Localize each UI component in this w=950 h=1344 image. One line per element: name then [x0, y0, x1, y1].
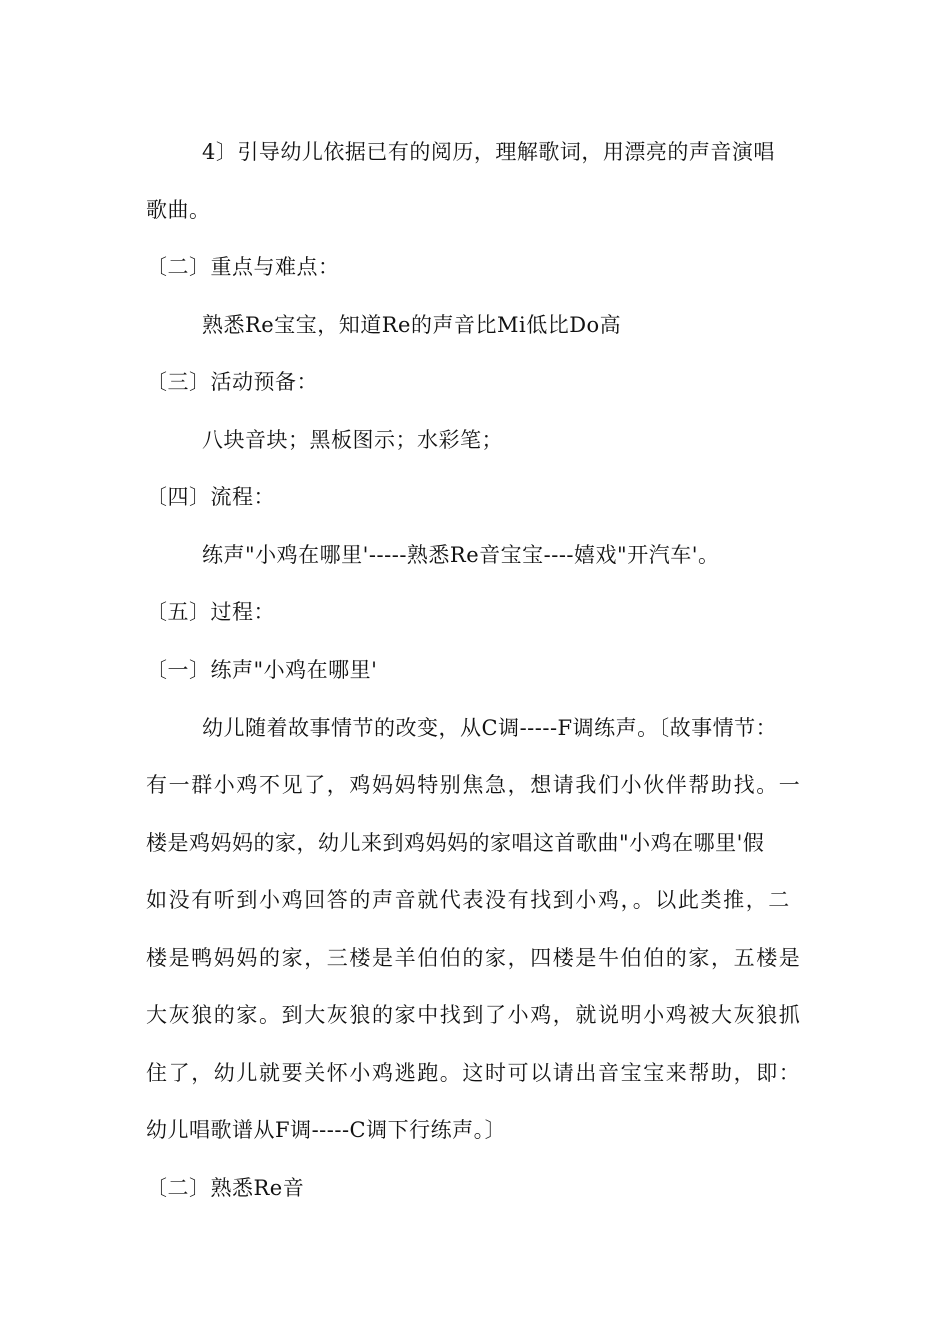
paragraph-story-line-2: 有一群小鸡不见了，鸡妈妈特别焦急，想请我们小伙伴帮助找。一 — [146, 773, 802, 797]
paragraph-flow: 练声"小鸡在哪里'-----熟悉Re音宝宝----嬉戏"开汽车'。 — [202, 543, 720, 567]
paragraph-story-line-6: 大灰狼的家。到大灰狼的家中找到了小鸡，就说明小鸡被大灰狼抓 — [146, 1003, 802, 1027]
subsection-heading-vocal-warmup: 〔一〕练声"小鸡在哪里' — [146, 658, 378, 682]
section-heading-process: 〔五〕过程： — [146, 600, 275, 624]
paragraph-preparation: 八块音块；黑板图示；水彩笔； — [202, 428, 503, 452]
paragraph-story-line-7: 住了，幼儿就要关怀小鸡逃跑。这时可以请出音宝宝来帮助，即： — [146, 1061, 802, 1085]
subsection-heading-re-note: 〔二〕熟悉Re音 — [146, 1176, 305, 1200]
section-heading-flow: 〔四〕流程： — [146, 485, 275, 509]
paragraph-story-line-1: 幼儿随着故事情节的改变，从C调-----F调练声。〔故事情节： — [202, 716, 778, 740]
paragraph-objective-4-line-2: 歌曲。 — [146, 198, 211, 222]
paragraph-story-line-5: 楼是鸭妈妈的家，三楼是羊伯伯的家，四楼是牛伯伯的家，五楼是 — [146, 946, 802, 970]
paragraph-story-line-3: 楼是鸡妈妈的家，幼儿来到鸡妈妈的家唱这首歌曲"小鸡在哪里'假 — [146, 831, 765, 855]
paragraph-story-line-4: 如没有听到小鸡回答的声音就代表没有找到小鸡，。以此类推，二 — [146, 888, 791, 912]
paragraph-key-points: 熟悉Re宝宝，知道Re的声音比Mi低比Do高 — [202, 313, 622, 337]
section-heading-key-points: 〔二〕重点与难点： — [146, 255, 340, 279]
paragraph-objective-4-line-1: 4〕引导幼儿依据已有的阅历，理解歌词，用漂亮的声音演唱 — [202, 140, 775, 164]
paragraph-story-line-8: 幼儿唱歌谱从F调-----C调下行练声。〕 — [146, 1118, 507, 1142]
section-heading-preparation: 〔三〕活动预备： — [146, 370, 318, 394]
